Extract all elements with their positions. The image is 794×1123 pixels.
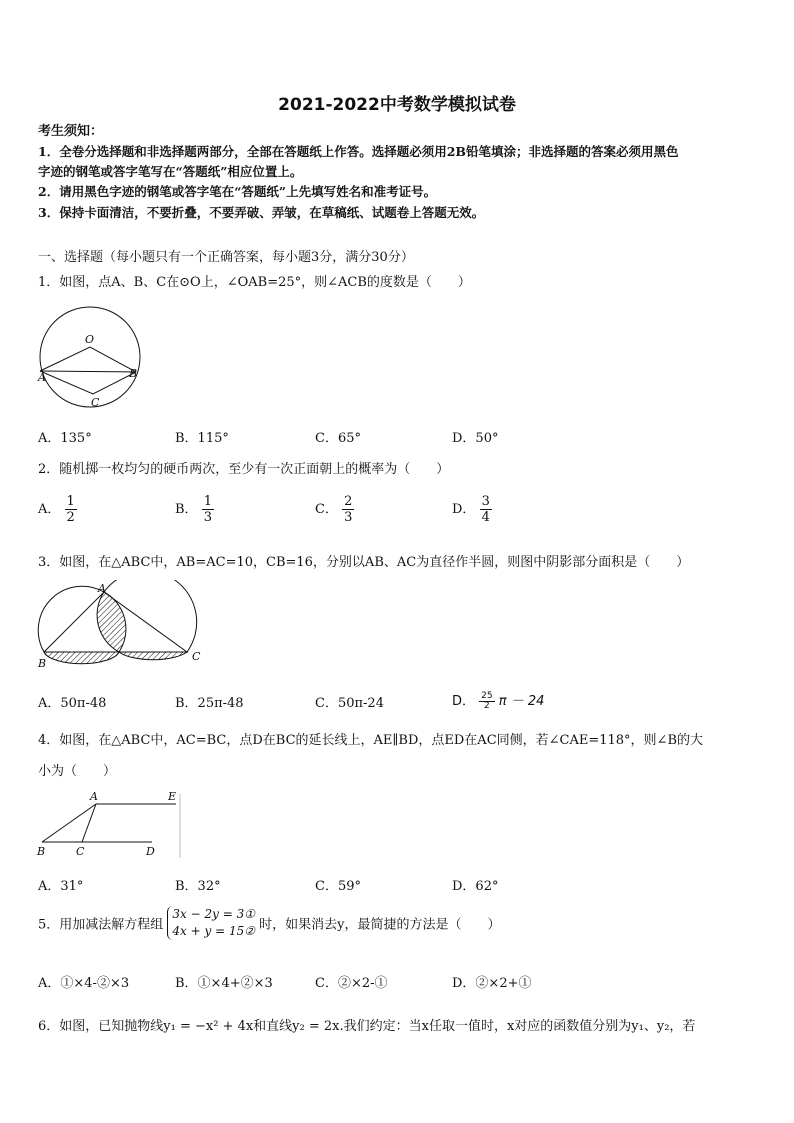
label-b: B [38,657,47,670]
numerator: 1 [203,494,212,509]
option-d [452,690,544,711]
equation-system [167,906,255,940]
label-d: D [146,845,155,858]
label-b: B [37,845,46,858]
option-c [315,494,354,525]
option-a: A．50π-48 [38,696,107,711]
circle [40,307,140,407]
fraction [480,494,492,525]
option-c: C．65° [315,431,361,446]
question-4-figure [34,788,184,860]
option-c: C．59° [315,879,361,894]
option-letter: B． [175,502,198,517]
question-4-stem-cont: 小为（ ） [38,764,117,779]
numerator: 25 [481,691,493,701]
label-a: A [90,790,98,803]
label-c: C [91,396,100,409]
question-5-stem [38,906,501,940]
stem-prefix: 5．用加减法解方程组 [38,917,164,933]
label-a: A [38,371,46,384]
chords-ac-bc [40,371,136,394]
denominator: 3 [203,510,212,525]
question-1-figure [36,303,144,411]
option-b [175,494,214,525]
option-d: D．②×2+① [452,976,532,991]
equation-2: 4x + y = 15② [172,924,255,938]
question-3-figure [34,580,214,672]
fraction [342,494,354,525]
label-c: C [192,650,201,663]
denominator: 4 [481,510,490,525]
page-title: 2021-2022中考数学模拟试卷 [278,95,516,115]
label-b: B [129,367,138,380]
option-b: B．①×4+②×3 [175,976,273,991]
fraction [65,494,77,525]
label-o: O [85,333,95,346]
notice-line: 1．全卷分选择题和非选择题两部分，全部在答题纸上作答。选择题必须用2B铅笔填涂；非选择题的答案必须用黑色 [38,144,679,159]
option-b: B．32° [175,879,221,894]
section-heading: 一、选择题（每小题只有一个正确答案，每小题3分，满分30分） [38,250,414,265]
option-b: B．115° [175,431,229,446]
option-d: D．62° [452,879,499,894]
segment-ab [42,804,96,842]
question-6-stem: 6．如图，已知抛物线y₁ = −x² + 4x和直线y₂ = 2x.我们约定：当x任取一值时，x对应的函数值分别为y₁、y₂，若 [38,1019,696,1034]
option-b: B．25π-48 [175,696,244,711]
shaded-right-segment [119,652,187,660]
denominator: 2 [66,510,75,525]
option-letter: A． [38,502,61,517]
label-e: E [168,790,177,803]
segment-ac [82,804,96,842]
numerator: 1 [66,494,75,509]
notice-line: 3．保持卡面清洁，不要折叠，不要弄破、弄皱，在草稿纸、试题卷上答题无效。 [38,205,485,220]
question-1-stem: 1．如图，点A、B、C在⊙O上，∠OAB=25°，则∠ACB的度数是（ ） [38,275,471,290]
notice-line: 2．请用黑色字迹的钢笔或答字笔在“答题纸”上先填写姓名和准考证号。 [38,184,437,199]
stem-suffix: 时，如果消去y，最简捷的方法是（ ） [259,917,501,933]
semicircle-ab [38,586,104,652]
option-a: A．①×4-②×3 [38,976,130,991]
option-a: A．31° [38,879,84,894]
radii-oa-ob [40,347,136,372]
label-c: C [76,845,85,858]
option-letter: C． [315,502,338,517]
equation-1: 3x − 2y = 3① [172,907,255,921]
option-c: C．50π-24 [315,696,384,711]
shaded-lens [97,592,126,652]
denominator: 2 [484,701,490,711]
fraction [479,692,494,711]
option-letter: D． [452,694,476,709]
question-4-stem: 4．如图，在△ABC中，AC=BC，点D在BC的延长线上，AE∥BD，点ED在AC同侧，若∠CAE=118°，则∠B的大 [38,733,704,748]
notice-line: 字迹的钢笔或答字笔写在“答题纸”相应位置上。 [38,164,303,179]
label-a: A [98,582,106,595]
option-a: A．135° [38,431,92,446]
option-letter: D． [452,502,476,517]
option-expression: π － 24 [498,694,545,709]
denominator: 3 [344,510,353,525]
numerator: 3 [481,494,490,509]
question-2-stem: 2．随机掷一枚均匀的硬币两次，至少有一次正面朝上的概率为（ ） [38,462,450,477]
option-c: C．②×2-① [315,976,388,991]
question-3-stem: 3．如图，在△ABC中，AB=AC=10，CB=16，分别以AB、AC为直径作半圆，则图中阴影部分面积是（ ） [38,555,690,570]
numerator: 2 [344,494,353,509]
shaded-left-segment [44,652,119,664]
option-a [38,494,77,525]
fraction [202,494,214,525]
chord-ab [40,371,136,372]
notice-heading: 考生须知： [38,124,104,139]
option-d [452,494,492,525]
option-d: D．50° [452,431,499,446]
